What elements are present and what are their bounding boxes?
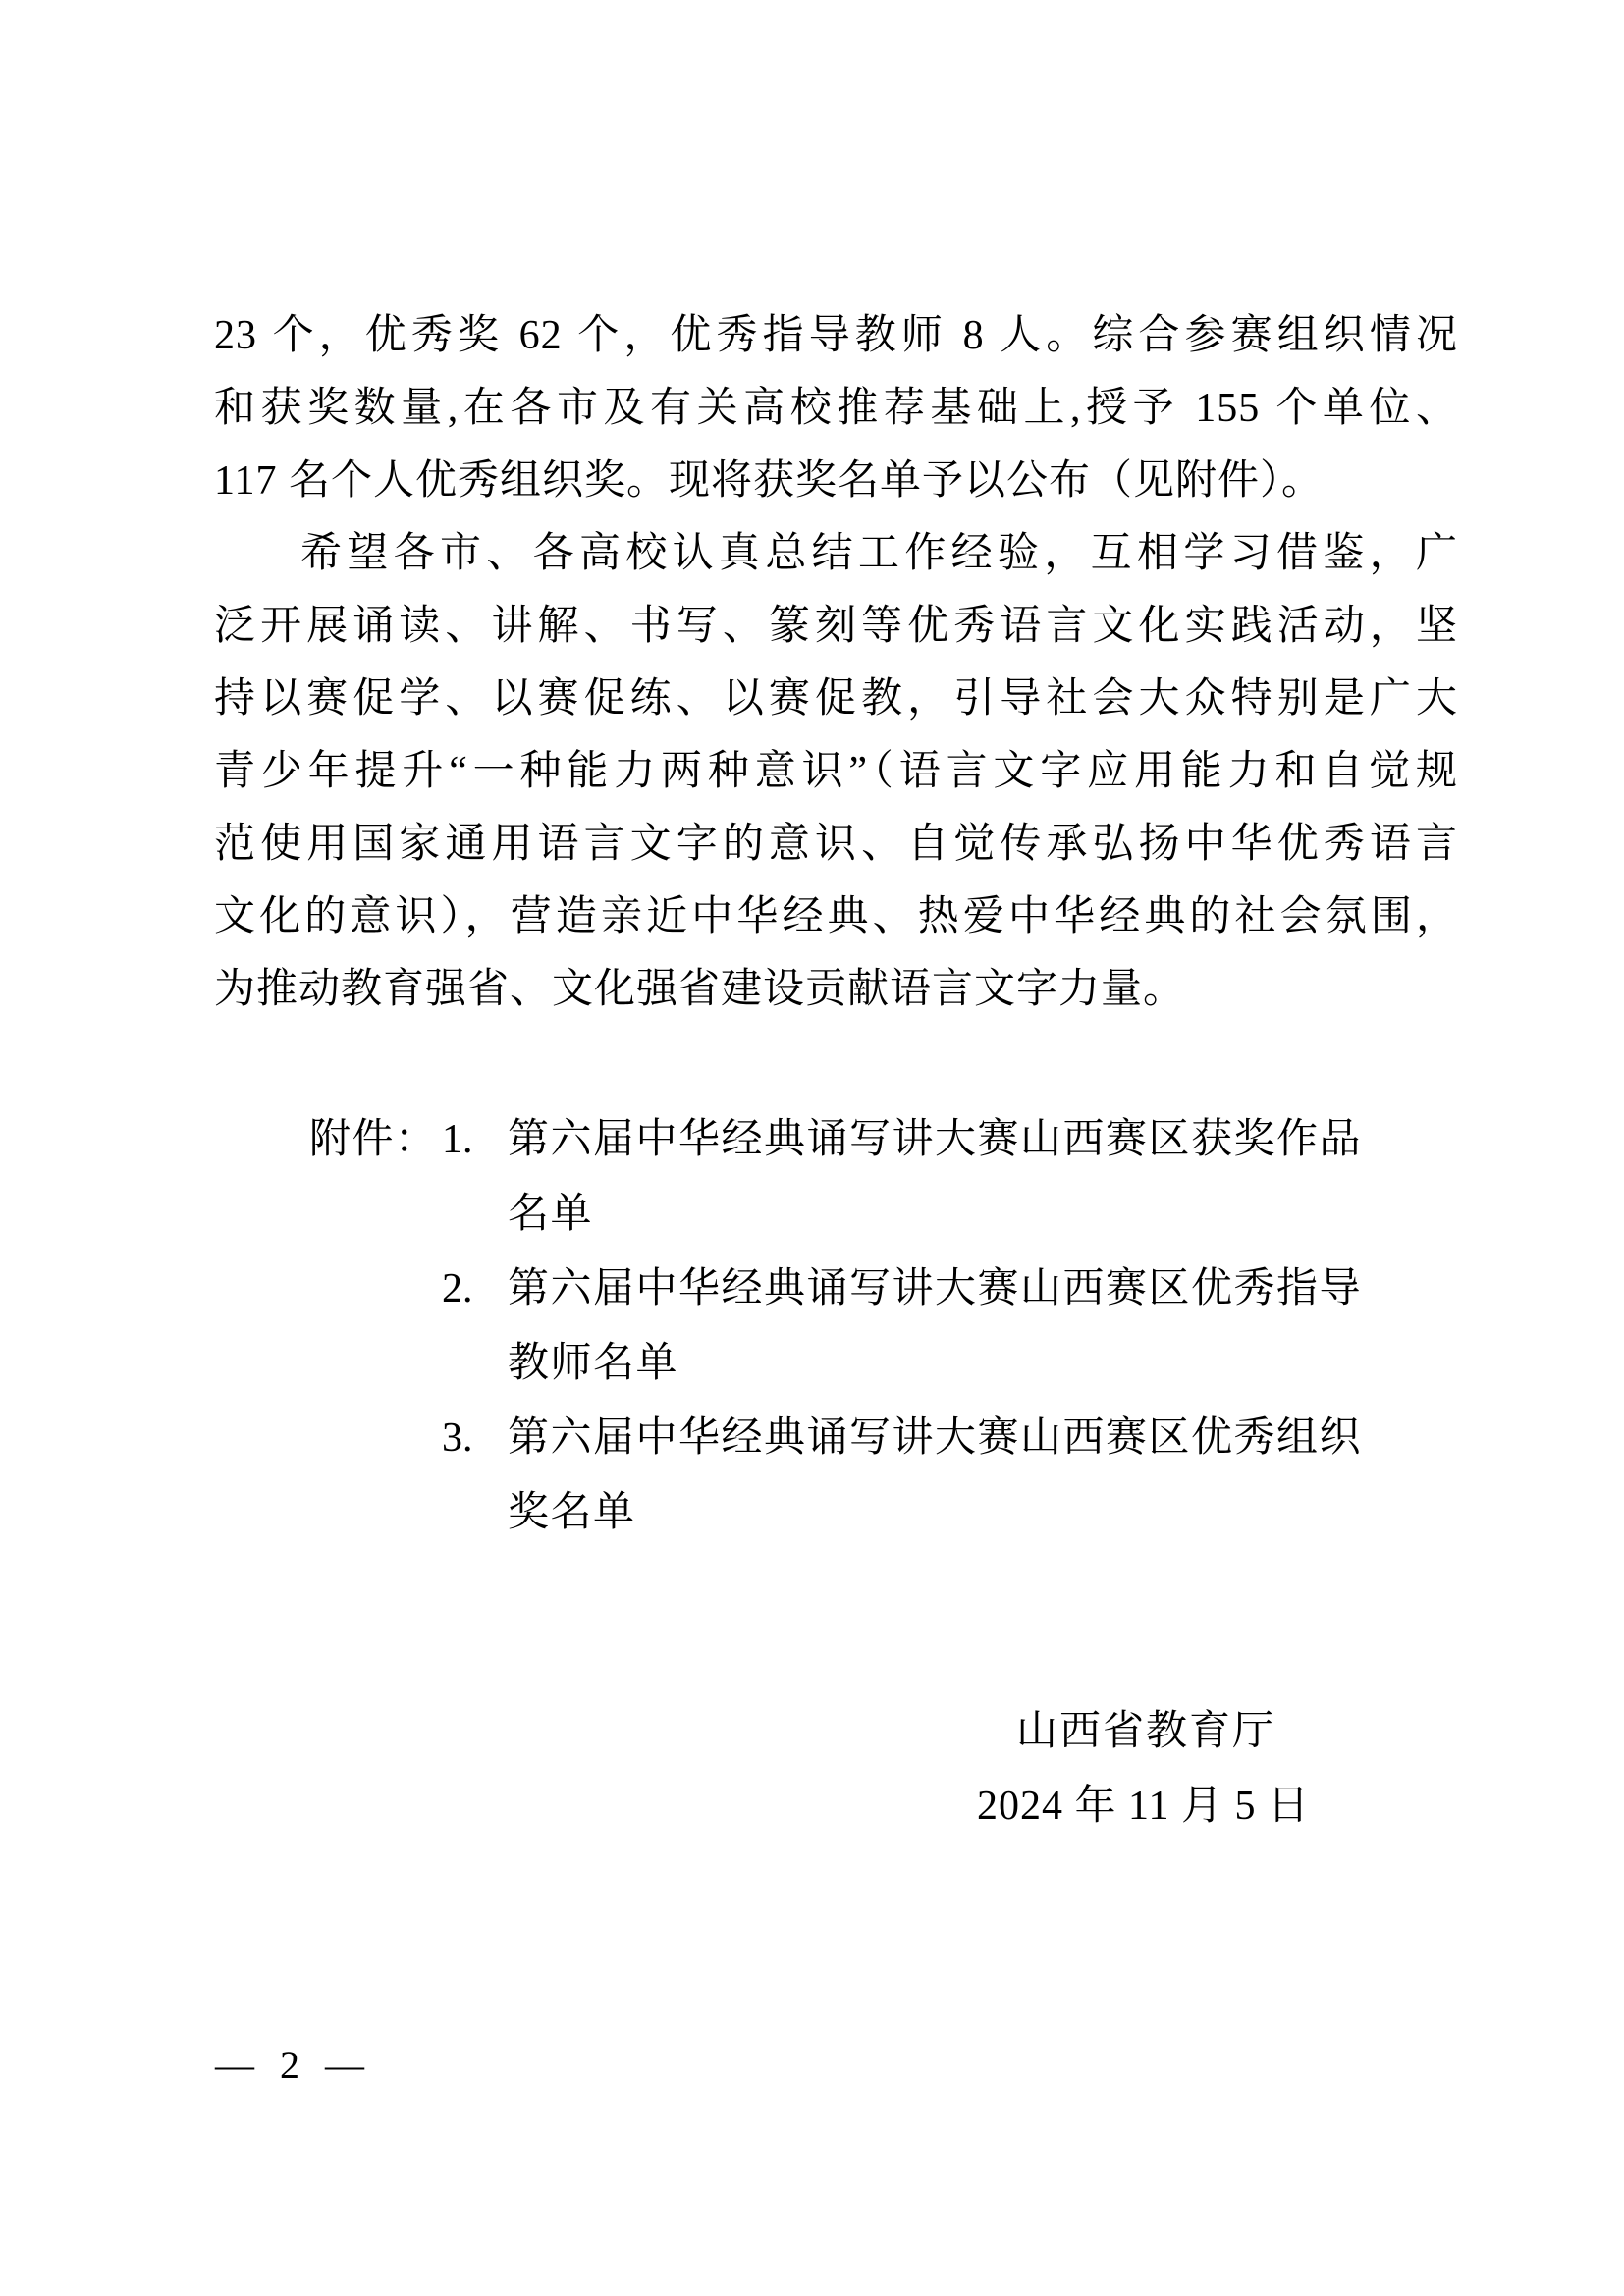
attachment-item-3-text: 第六届中华经典诵写讲大赛山西赛区优秀组织 [508, 1415, 1363, 1461]
paragraph-1 [214, 299, 1458, 517]
attachment-item-3-continuation: 奖名单 [508, 1490, 636, 1535]
page-number: — 2 — [215, 2043, 364, 2087]
attachment-item-3-number: 3. [442, 1415, 473, 1461]
body-line-3: 117 名个人优秀组织奖。现将获奖名单予以公布（见附件）。 [214, 458, 1324, 504]
attachment-item-2-number: 2. [442, 1266, 473, 1311]
attachment-item-3 [309, 1401, 1488, 1475]
signature-organization: 山西省教育厅 [1016, 1709, 1276, 1754]
attachment-item-2-continuation: 教师名单 [508, 1341, 679, 1386]
body-line-5: 泛开展诵读、讲解、书写、篆刻等优秀语言文化实践活动，坚 [214, 604, 1458, 649]
body-line-4: 希望各市、各高校认真总结工作经验，互相学习借鉴，广 [300, 531, 1458, 576]
body-line-10: 为推动教育强省、文化强省建设贡献语言文字力量。 [214, 967, 1186, 1012]
body-line-8: 范使用国家通用语言文字的意识、自觉传承弘扬中华优秀语言 [214, 822, 1458, 867]
attachment-label: 附件： [309, 1117, 438, 1162]
attachment-list [309, 1102, 1488, 1550]
body-line-6: 持以赛促学、以赛促练、以赛促教，引导社会大众特别是广大 [214, 676, 1458, 721]
paragraph-2 [214, 517, 1458, 1026]
attachment-item-2 [309, 1252, 1488, 1326]
signature-date: 2024 年 11 月 5 日 [977, 1784, 1310, 1829]
body-line-7: 青少年提升“一种能力两种意识”（语言文字应用能力和自觉规 [214, 749, 1458, 794]
attachment-item-2-text: 第六届中华经典诵写讲大赛山西赛区优秀指导 [508, 1266, 1363, 1311]
attachment-item-1-text: 第六届中华经典诵写讲大赛山西赛区获奖作品 [508, 1117, 1363, 1162]
attachment-item-1 [309, 1102, 1488, 1177]
attachment-item-1-continuation: 名单 [508, 1192, 594, 1237]
body-line-2: 和获奖数量,在各市及有关高校推荐基础上,授予 155 个单位、 [214, 386, 1458, 431]
attachment-item-1-number: 1. [442, 1117, 473, 1162]
body-line-1: 23 个，优秀奖 62 个，优秀指导教师 8 人。综合参赛组织情况 [214, 313, 1458, 358]
body-line-9: 文化的意识），营造亲近中华经典、热爱中华经典的社会氛围， [214, 894, 1458, 939]
